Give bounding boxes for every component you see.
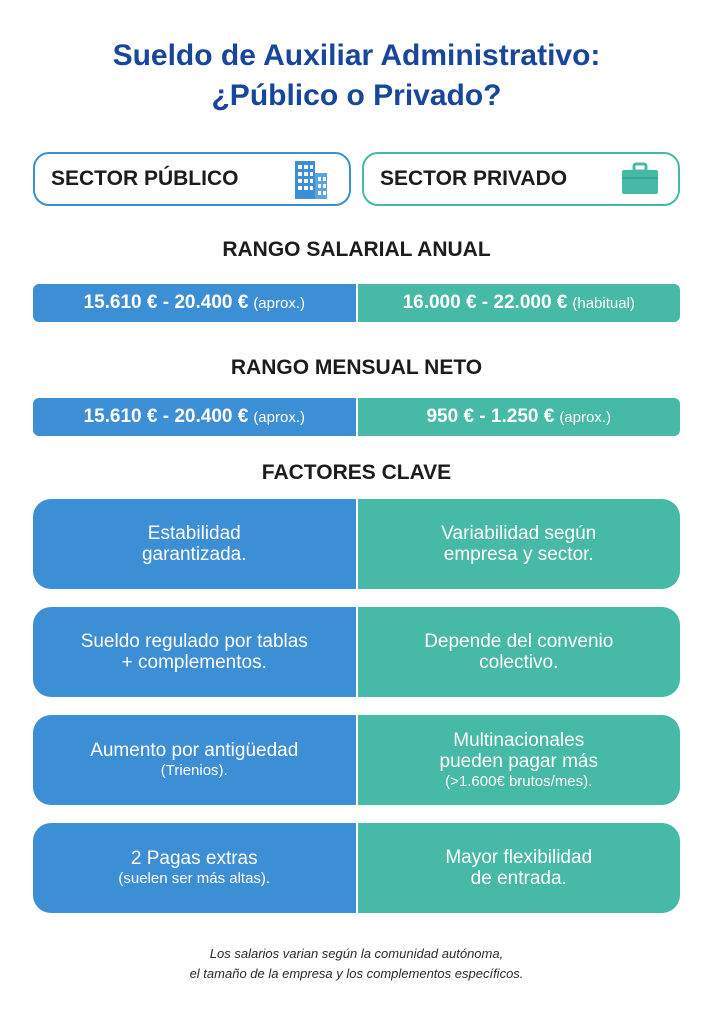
briefcase-icon (620, 159, 660, 199)
factor-private-line2: de entrada. (470, 868, 567, 889)
factor-private (358, 823, 681, 913)
footnote-line2: el tamaño de la empresa y los complementos específicos. (189, 966, 524, 981)
monthly-range-heading: RANGO MENSUAL NETO (230, 356, 483, 379)
factor-public-line1: Aumento por antigüedad (90, 740, 299, 761)
factor-public-line2: + complementos. (121, 652, 267, 673)
factor-row (33, 715, 680, 805)
footnote-line1: Los salarios varian según la comunidad autónoma, (209, 946, 504, 961)
factor-private-line2: pueden pagar más (439, 750, 598, 772)
monthly-range-private (358, 398, 681, 436)
factor-private-line2: empresa y sector. (443, 544, 594, 565)
factor-private-line1: Depende del convenio (424, 631, 614, 652)
factor-public (33, 499, 356, 589)
factor-private (358, 715, 681, 805)
public-sector-header (33, 152, 351, 206)
monthly-range-public-value: 15.610 € - 20.400 € (83, 406, 249, 427)
annual-range-public-note: (aprox.) (253, 294, 305, 312)
footnote (0, 944, 713, 984)
factor-public-line1: Estabilidad (147, 523, 241, 544)
factor-private-sub: (>1.600€ brutos/mes). (445, 772, 593, 790)
factor-public-sub: (suelen ser más altas). (118, 870, 271, 887)
private-sector-label: SECTOR PRIVADO (380, 167, 568, 190)
factor-row (33, 823, 680, 913)
annual-range-public-value: 15.610 € - 20.400 € (83, 292, 249, 313)
monthly-range-private-note: (aprox.) (559, 408, 611, 426)
annual-range-private-note: (habitual) (572, 294, 635, 312)
factor-private (358, 499, 681, 589)
factor-public-line1: 2 Pagas extras (130, 848, 258, 869)
factor-private (358, 607, 681, 697)
factor-row (33, 607, 680, 697)
monthly-range-row (33, 398, 680, 436)
monthly-range-public (33, 398, 356, 436)
title-line-2: ¿Público o Privado? (211, 79, 502, 112)
title-line-1: Sueldo de Auxiliar Administrativo: (112, 39, 601, 72)
factor-public-sub: (Trienios). (160, 762, 228, 779)
factor-private-line1: Mayor flexibilidad (445, 847, 593, 868)
factor-private-line1: Multinacionales (453, 729, 585, 751)
monthly-range-private-value: 950 € - 1.250 € (426, 406, 555, 427)
office-building-icon (291, 159, 331, 199)
annual-range-row (33, 284, 680, 322)
factor-private-line2: colectivo. (479, 652, 559, 673)
monthly-range-public-note: (aprox.) (253, 408, 305, 426)
annual-range-private (358, 284, 681, 322)
page-title (0, 36, 713, 116)
factor-public-line1: Sueldo regulado por tablas (80, 631, 308, 652)
factors-heading: FACTORES CLAVE (261, 461, 452, 484)
annual-range-public (33, 284, 356, 322)
private-sector-header (362, 152, 680, 206)
annual-range-private-value: 16.000 € - 22.000 € (402, 292, 568, 313)
annual-range-heading: RANGO SALARIAL ANUAL (222, 238, 491, 261)
factor-public-line2: garantizada. (141, 544, 247, 565)
factor-public (33, 715, 356, 805)
public-sector-label: SECTOR PÚBLICO (51, 167, 239, 190)
factor-public (33, 823, 356, 913)
factor-private-line1: Variabilidad según (441, 523, 597, 544)
factor-row (33, 499, 680, 589)
factor-public (33, 607, 356, 697)
